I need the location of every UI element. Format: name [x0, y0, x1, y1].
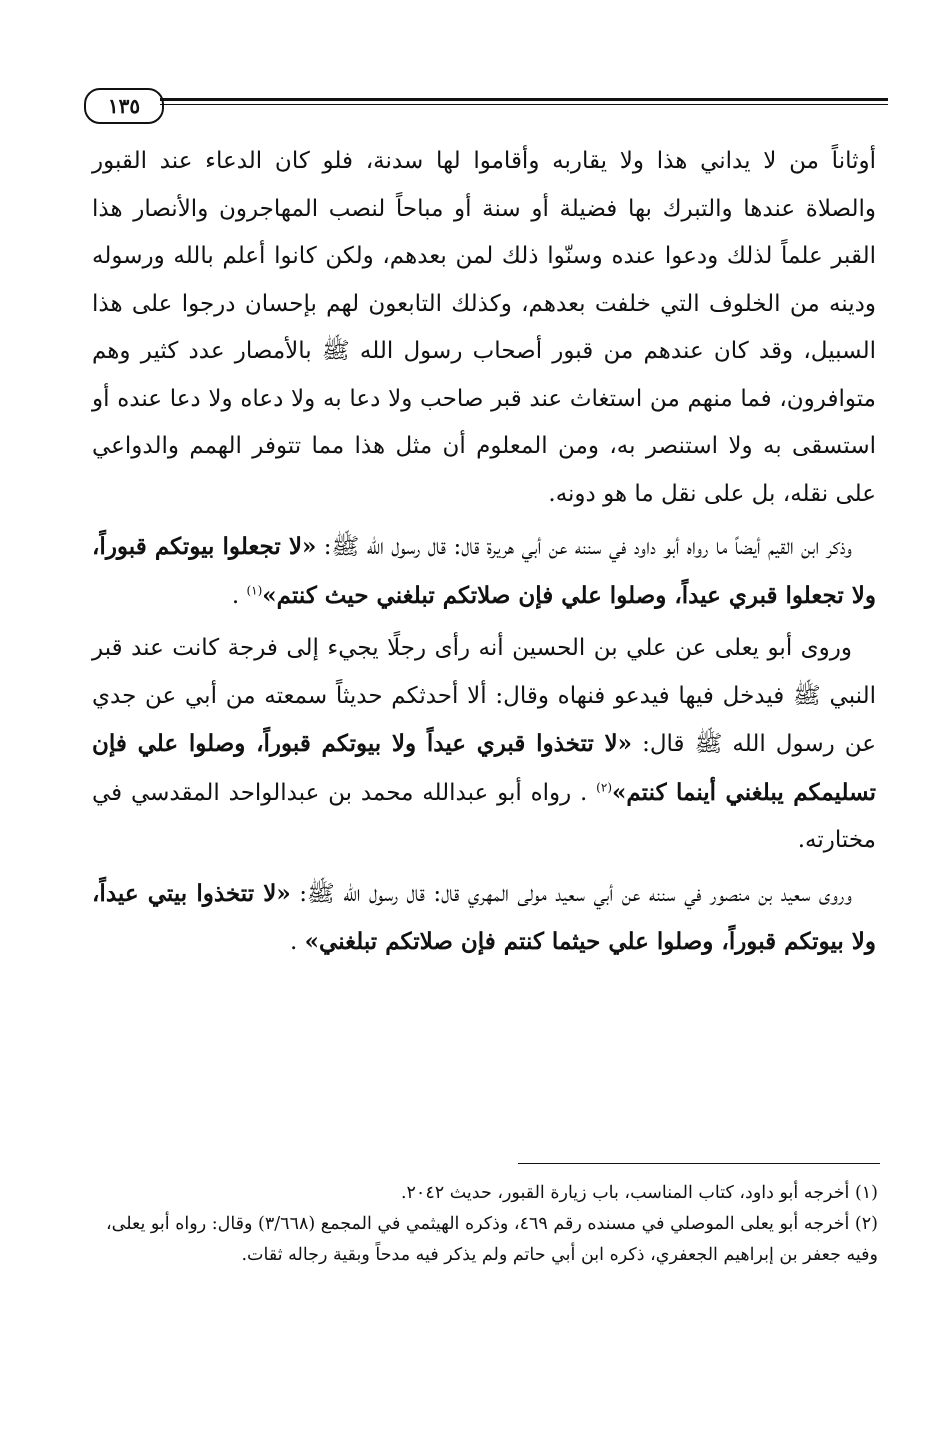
paragraph-2 — [92, 523, 876, 620]
footnote-ref-1[interactable]: (١) — [246, 582, 263, 597]
header-rule-thin — [160, 104, 888, 105]
page-header — [84, 88, 888, 124]
paragraph-3-intro: وروى أبو يعلى عن علي بن الحسين أنه رأى رجلًا يجيء إلى فرجة كانت عند قبر النبي ﷺ فيدخل فيها فيدعو فنهاه وقال: ألا أحدثكم حديثاً سمعته من أبي عن جدي عن رسول الله ﷺ قال: — [92, 635, 876, 757]
paragraph-3 — [92, 625, 876, 865]
footnote-2: (٢) أخرجه أبو يعلى الموصلي في مسنده رقم ٤٦٩، وذكره الهيثمي في المجمع (٣/٦٦٨) وقال: رواه أبو يعلى، وفيه جعفر بن إبراهيم الجعفري، ذكره ابن أبي حاتم ولم يذكر فيه مدحاً وبقية رجاله ثقات. — [105, 1214, 878, 1265]
hadith-quote-2: «لا تتخذوا قبري عيداً ولا بيوتكم قبوراً، وصلوا علي فإن تسليمكم يبلغني أينما كنتم» — [92, 730, 877, 806]
paragraph-4 — [92, 870, 876, 967]
hadith-quote-1: «لا تجعلوا بيوتكم قبوراً، ولا تجعلوا قبري عيداً، وصلوا علي فإن صلاتكم تبلغني حيث كنتم» — [92, 533, 876, 609]
hadith-quote-3: «لا تتخذوا بيتي عيداً، ولا بيوتكم قبوراً، وصلوا علي حيثما كنتم فإن صلاتكم تبلغني» — [92, 879, 876, 955]
paragraph-3-end: . رواه أبو عبدالله محمد بن عبدالواحد المقدسي في مختارته. — [92, 779, 876, 853]
footnote-ref-2[interactable]: (٢) — [596, 779, 612, 794]
paragraph-2-intro: وذكر ابن القيم أيضاً ما رواه أبو داود في سننه عن أبي هريرة قال: قال رسول الله ﷺ: — [316, 534, 852, 560]
footnotes — [92, 1178, 878, 1271]
footnote-1: (١) أخرجه أبو داود، كتاب المناسب، باب زيارة القبور، حديث ٢٠٤٢. — [400, 1183, 878, 1203]
body-text — [92, 138, 876, 967]
paragraph-4-end: . — [290, 929, 305, 955]
paragraph-2-end: . — [231, 582, 247, 609]
header-rule-thick — [160, 98, 888, 101]
paragraph-4-intro: وروى سعيد بن منصور في سننه عن أبي سعيد مولى المهري قال: قال رسول الله ﷺ: — [290, 880, 852, 907]
footnote-divider — [518, 1163, 880, 1164]
paragraph-1: أوثاناً من لا يداني هذا ولا يقاربه وأقاموا لها سدنة، فلو كان الدعاء عند القبور والصلاة عندها والتبرك بها فضيلة أو سنة أو مباحاً لنصب المهاجرون والأنصار هذا القبر علماً لذلك ودعوا عنده وسنّوا ذلك لمن بعدهم، ولكن كانوا أعلم بالله ورسوله ودينه من الخلوف التي خلفت بعدهم، وكذلك التابعون لهم بإحسان درجوا على هذا السبيل، وقد كان عندهم من قبور أصحاب رسول الله ﷺ بالأمصار عدد كثير وهم متوافرون، فما منهم من استغاث عند قبر صاحب ولا دعا به ولا دعاه ولا دعا عنده أو استسقى به ولا استنصر به، ومن المعلوم أن مثل هذا مما تتوفر الهمم والدواعي على نقله، بل على نقل ما هو دونه. — [92, 148, 876, 507]
page-number: ١٣٥ — [84, 88, 164, 124]
